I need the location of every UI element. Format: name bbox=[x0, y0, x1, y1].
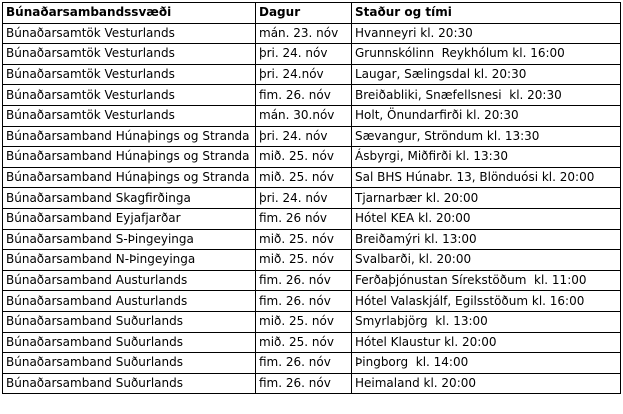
table-row bbox=[3, 105, 621, 126]
cell-region: Búnaðarsamband Austurlands bbox=[3, 291, 256, 312]
table-row bbox=[3, 23, 621, 44]
cell-place-time: Sal BHS Húnabr. 13, Blönduósi kl. 20:00 bbox=[352, 167, 621, 188]
cell-place-time: Hótel KEA kl. 20:00 bbox=[352, 208, 621, 229]
cell-region: Búnaðarsamband Suðurlands bbox=[3, 373, 256, 394]
cell-place-time: Þingborg kl. 14:00 bbox=[352, 353, 621, 374]
meeting-schedule-table bbox=[2, 2, 621, 394]
cell-region: Búnaðarsamband S-Þingeyinga bbox=[3, 229, 256, 250]
cell-date: þri. 24. nóv bbox=[256, 44, 352, 65]
cell-date: fim. 26. nóv bbox=[256, 270, 352, 291]
header-row bbox=[3, 3, 621, 24]
cell-region: Búnaðarsamtök Vesturlands bbox=[3, 44, 256, 65]
cell-place-time: Breiðabliki, Snæfellsnesi kl. 20:30 bbox=[352, 85, 621, 106]
cell-region: Búnaðarsamband Suðurlands bbox=[3, 332, 256, 353]
cell-region: Búnaðarsamband Húnaþings og Stranda bbox=[3, 147, 256, 168]
table-row bbox=[3, 353, 621, 374]
cell-date: fim. 26 nóv bbox=[256, 208, 352, 229]
cell-region: Búnaðarsamband Suðurlands bbox=[3, 353, 256, 374]
table-row bbox=[3, 85, 621, 106]
cell-region: Búnaðarsamband Austurlands bbox=[3, 270, 256, 291]
table-row bbox=[3, 44, 621, 65]
cell-place-time: Grunnskólinn Reykhólum kl. 16:00 bbox=[352, 44, 621, 65]
cell-place-time: Laugar, Sælingsdal kl. 20:30 bbox=[352, 64, 621, 85]
cell-place-time: Svalbarði, kl. 20:00 bbox=[352, 250, 621, 271]
header-date: Dagur bbox=[256, 3, 352, 24]
table-row bbox=[3, 147, 621, 168]
cell-date: mið. 25. nóv bbox=[256, 332, 352, 353]
table-row bbox=[3, 270, 621, 291]
header-place-time: Staður og tími bbox=[352, 3, 621, 24]
cell-region: Búnaðarsamtök Vesturlands bbox=[3, 23, 256, 44]
cell-date: þri. 24. nóv bbox=[256, 126, 352, 147]
table-row bbox=[3, 250, 621, 271]
table-row bbox=[3, 188, 621, 209]
cell-region: Búnaðarsamband Húnaþings og Stranda bbox=[3, 167, 256, 188]
cell-date: þri. 24.nóv bbox=[256, 64, 352, 85]
cell-place-time: Tjarnarbær kl. 20:00 bbox=[352, 188, 621, 209]
cell-region: Búnaðarsamband N-Þingeyinga bbox=[3, 250, 256, 271]
cell-region: Búnaðarsamband Skagfirðinga bbox=[3, 188, 256, 209]
cell-date: mán. 30.nóv bbox=[256, 105, 352, 126]
table-row bbox=[3, 373, 621, 394]
header-region: Búnaðarsambandssvæði bbox=[3, 3, 256, 24]
table-row bbox=[3, 311, 621, 332]
table-row bbox=[3, 167, 621, 188]
cell-place-time: Hótel Valaskjálf, Egilsstöðum kl. 16:00 bbox=[352, 291, 621, 312]
cell-region: Búnaðarsamband Suðurlands bbox=[3, 311, 256, 332]
cell-place-time: Ferðaþjónustan Sírekstöðum kl. 11:00 bbox=[352, 270, 621, 291]
cell-date: þri. 24. nóv bbox=[256, 188, 352, 209]
cell-date: fim. 26. nóv bbox=[256, 373, 352, 394]
cell-place-time: Sævangur, Ströndum kl. 13:30 bbox=[352, 126, 621, 147]
cell-date: mið. 25. nóv bbox=[256, 250, 352, 271]
cell-place-time: Hótel Klaustur kl. 20:00 bbox=[352, 332, 621, 353]
cell-date: fim. 26. nóv bbox=[256, 291, 352, 312]
cell-date: mán. 23. nóv bbox=[256, 23, 352, 44]
cell-date: mið. 25. nóv bbox=[256, 147, 352, 168]
cell-date: fim. 26. nóv bbox=[256, 353, 352, 374]
cell-place-time: Heimaland kl. 20:00 bbox=[352, 373, 621, 394]
cell-place-time: Holt, Önundarfirði kl. 20:30 bbox=[352, 105, 621, 126]
cell-place-time: Hvanneyri kl. 20:30 bbox=[352, 23, 621, 44]
cell-region: Búnaðarsamtök Vesturlands bbox=[3, 105, 256, 126]
cell-region: Búnaðarsamtök Vesturlands bbox=[3, 85, 256, 106]
cell-date: mið. 25. nóv bbox=[256, 167, 352, 188]
cell-region: Búnaðarsamband Húnaþings og Stranda bbox=[3, 126, 256, 147]
table-row bbox=[3, 332, 621, 353]
cell-date: fim. 26. nóv bbox=[256, 85, 352, 106]
cell-region: Búnaðarsamtök Vesturlands bbox=[3, 64, 256, 85]
cell-region: Búnaðarsamband Eyjafjarðar bbox=[3, 208, 256, 229]
table-row bbox=[3, 229, 621, 250]
table-row bbox=[3, 126, 621, 147]
cell-place-time: Ásbyrgi, Miðfirði kl. 13:30 bbox=[352, 147, 621, 168]
cell-date: mið. 25. nóv bbox=[256, 311, 352, 332]
table-row bbox=[3, 64, 621, 85]
table-row bbox=[3, 208, 621, 229]
cell-date: mið. 25. nóv bbox=[256, 229, 352, 250]
table-row bbox=[3, 291, 621, 312]
cell-place-time: Smyrlabjörg kl. 13:00 bbox=[352, 311, 621, 332]
cell-place-time: Breiðamýri kl. 13:00 bbox=[352, 229, 621, 250]
